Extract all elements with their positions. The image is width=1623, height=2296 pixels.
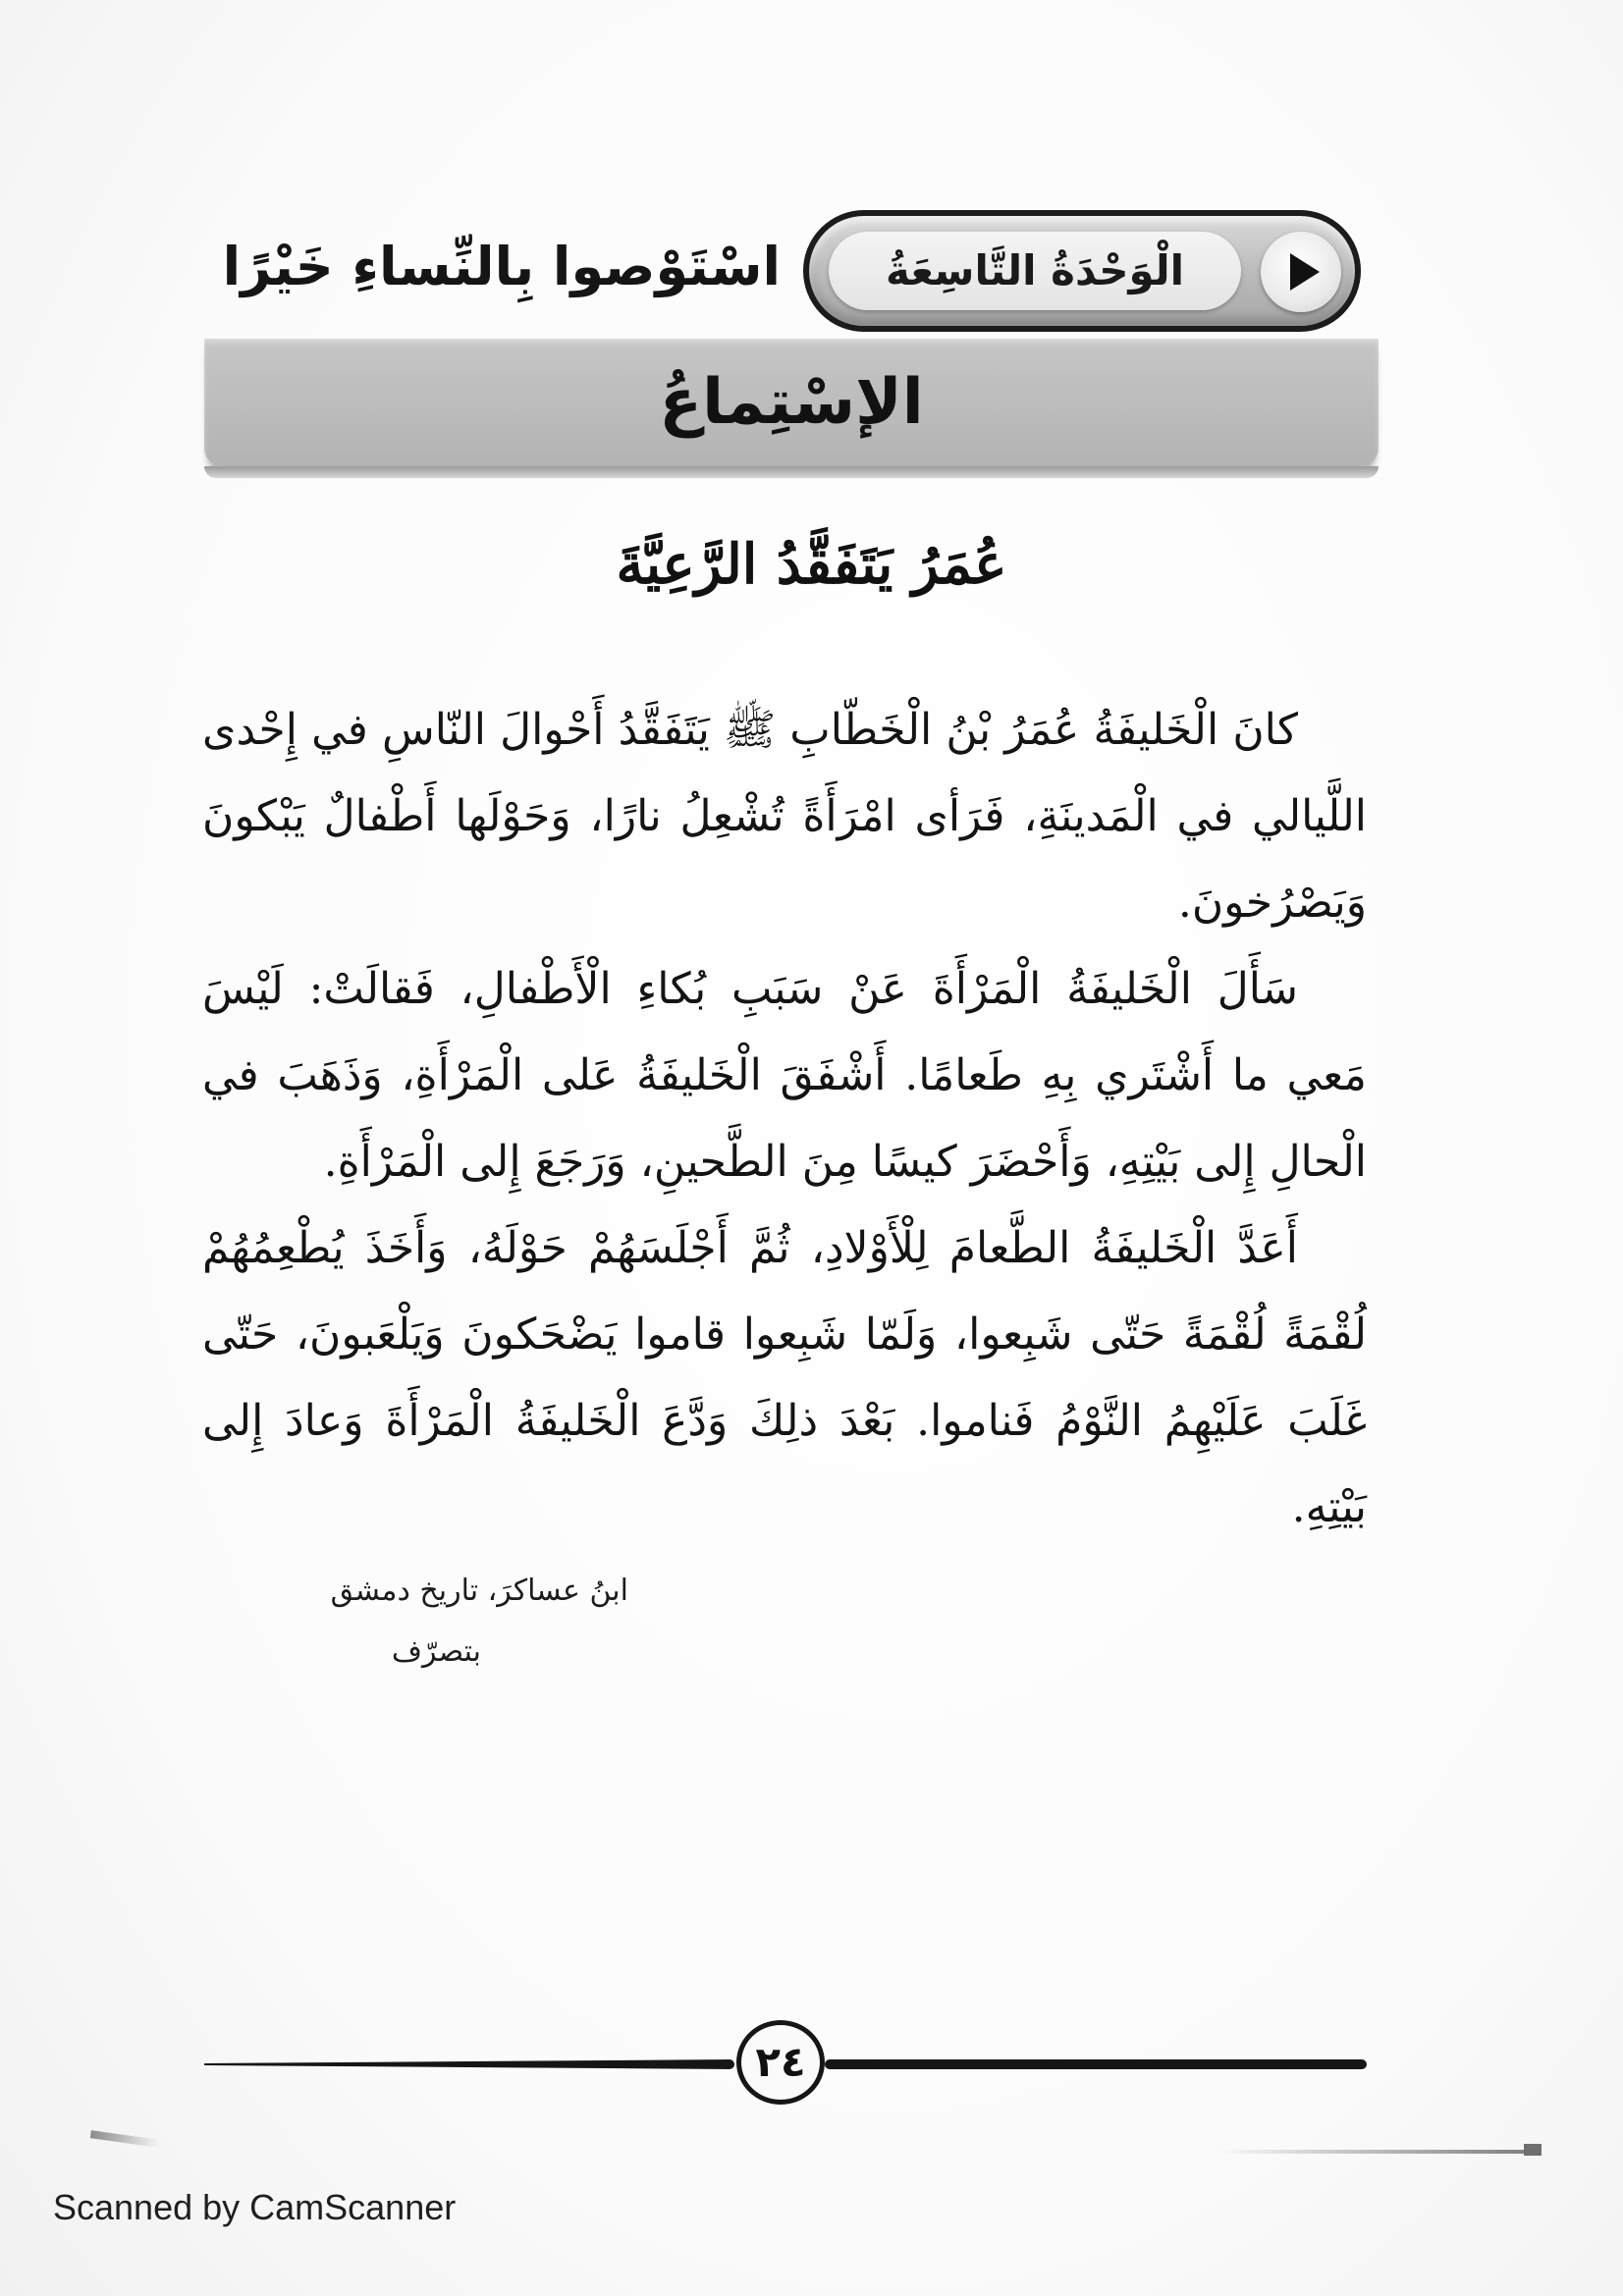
section-title: الإسْتِماعُ (659, 366, 924, 439)
unit-label-box (829, 232, 1241, 310)
unit-label: الْوَحْدَةُ التَّاسِعَةُ (885, 246, 1184, 294)
page-number: ٢٤ (736, 2020, 825, 2105)
story-title: عُمَرُ يَتَفَقَّدُ الرَّعِيَّةَ (616, 532, 1007, 597)
story-paragraph-3: أَعَدَّ الْخَليفَةُ الطَّعامَ لِلْأَوْلادِ، ثُمَّ أَجْلَسَهُمْ حَوْلَهُ، وَأَخَذَ يُطْعِمُهُمْ لُقْمَةً لُقْمَةً حَتّى شَبِعوا، وَلَمّا شَبِعوا قاموا يَضْحَكونَ وَيَلْعَبونَ، حَتّى غَلَبَ عَلَيْهِمُ النَّوْمُ فَناموا. بَعْدَ ذلِكَ وَدَّعَ الْخَليفَةُ الْمَرْأَةَ وَعادَ إِلى بَيْتِهِ. (202, 1223, 1367, 1532)
story-paragraph-1: كانَ الْخَليفَةُ عُمَرُ بْنُ الْخَطّابِ ﷺ يَتَفَقَّدُ أَحْوالَ النّاسِ في إِحْدى اللَّيالي في الْمَدينَةِ، فَرَأى امْرَأَةً تُشْعِلُ نارًا، وَحَوْلَها أَطْفالٌ يَبْكونَ وَيَصْرُخونَ. (202, 705, 1367, 928)
footer-rule-right (825, 2059, 1367, 2069)
story-paragraph-2: سَأَلَ الْخَليفَةُ الْمَرْأَةَ عَنْ سَبَبِ بُكاءِ الْأَطْفالِ، فَقالَتْ: لَيْسَ مَعي ما أَشْتَري بِهِ طَعامًا. أَشْفَقَ الْخَليفَةُ عَلى الْمَرْأَةِ، وَذَهَبَ في الْحالِ إِلى بَيْتِهِ، وَأَحْضَرَ كيسًا مِنَ الطَّحينِ، وَرَجَعَ إِلى الْمَرْأَةِ. (202, 964, 1367, 1187)
source-citation: ابنُ عساكرَ، تاريخ دمشق (330, 1574, 628, 1608)
play-icon[interactable] (1261, 232, 1341, 312)
scanner-watermark: Scanned by CamScanner (53, 2187, 457, 2227)
unit-header-pill (803, 210, 1361, 332)
source-note: بتصرّف (391, 1634, 481, 1669)
footer-rule-left (204, 2059, 734, 2069)
story-body (202, 687, 1367, 1551)
source-reference (177, 1561, 628, 1682)
section-banner (204, 339, 1379, 466)
unit-title: اسْتَوْصوا بِالنِّساءِ خَيْرًا (222, 236, 781, 297)
scan-edge-left (90, 2130, 159, 2148)
scan-edge-right (1217, 2150, 1542, 2154)
